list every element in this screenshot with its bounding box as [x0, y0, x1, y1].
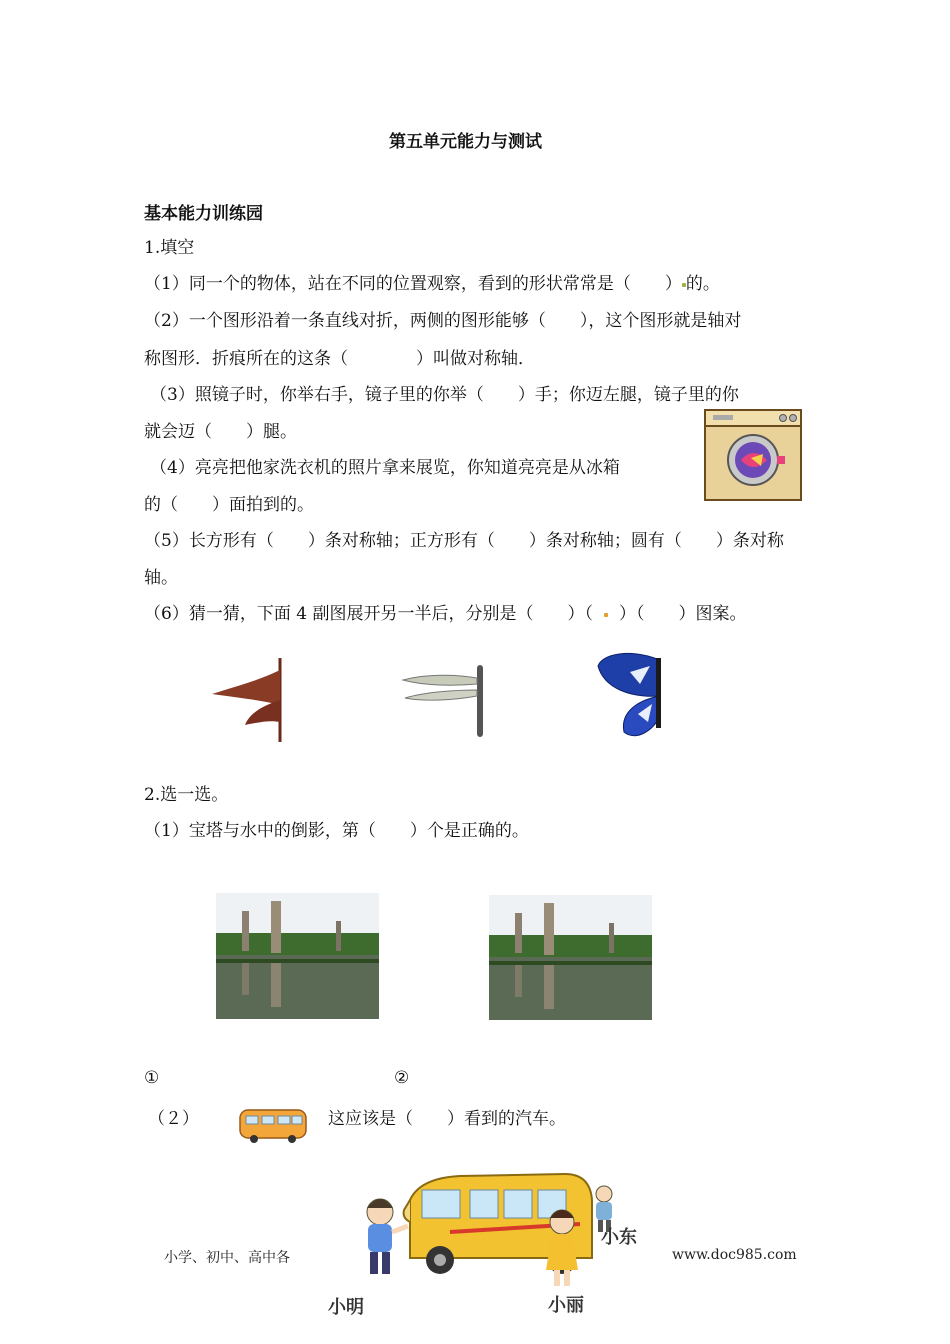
q1-item1-tail: 的。: [685, 274, 720, 294]
q1-item6: [144, 599, 746, 624]
pagoda-photo-2: [489, 895, 652, 1020]
q1-item2-line1: （2）一个图形沿着一条直线对折，两侧的图形能够（ ），这个图形就是轴对: [144, 311, 742, 331]
q1-item2-line2: 称图形．折痕所在的这条（ ）叫做对称轴．: [144, 349, 535, 369]
q1-item1-text: （1）同一个的物体，站在不同的位置观察，看到的形状常常是（ ）: [144, 274, 682, 294]
q1-item5-line2: 轴。: [144, 568, 178, 588]
q1-item6-text: （6）猜一猜，下面 4 副图展开另一半后，分别是（ ）（: [144, 604, 593, 624]
dot-mark: [604, 613, 608, 617]
q1-heading: 1.填空: [144, 238, 195, 258]
name-xiaoming: 小明: [328, 1297, 364, 1318]
bus-rear-image: [238, 1108, 308, 1144]
section-heading: 基本能力训练园: [144, 204, 263, 224]
q1-item6-tail: ）（ ）图案。: [618, 604, 747, 624]
name-xiaodong: 小东: [601, 1227, 637, 1248]
q2-item2-label: （２）: [148, 1109, 199, 1129]
q1-item4-line2: 的（ ）面拍到的。: [144, 495, 314, 515]
name-xiaoli: 小丽: [548, 1295, 584, 1316]
half-butterfly-image: [590, 648, 665, 744]
washing-machine-image: [703, 408, 803, 502]
footer-url[interactable]: www.doc985.com: [672, 1247, 797, 1263]
q2-item2-text: 这应该是（ ）看到的汽车。: [328, 1109, 566, 1129]
footer-left: 小学、初中、高中各: [164, 1250, 290, 1266]
half-dragonfly-image: [395, 660, 495, 740]
q1-item3-line1: （3）照镜子时，你举右手，镜子里的你举（ ）手；你迈左腿，镜子里的你: [150, 385, 739, 405]
pagoda-photo-1: [216, 893, 379, 1019]
q2-item1: （1）宝塔与水中的倒影，第（ ）个是正确的。: [144, 821, 529, 841]
half-leaf-image: [200, 650, 300, 750]
q1-item3-line2: 就会迈（ ）腿。: [144, 422, 297, 442]
q2-heading: 2.选一选。: [144, 785, 229, 805]
q1-item1: [144, 269, 720, 294]
q1-item6-dot-wrap: [593, 604, 619, 624]
choice-2: ②: [394, 1068, 410, 1088]
choice-1: ①: [144, 1068, 160, 1088]
q1-item5-line1: （5）长方形有（ ）条对称轴；正方形有（ ）条对称轴；圆有（ ）条对称: [144, 531, 784, 551]
page-title: 第五单元能力与测试: [389, 132, 542, 152]
q1-item4-line1: （4）亮亮把他家洗衣机的照片拿来展览，你知道亮亮是从冰箱: [150, 458, 620, 478]
